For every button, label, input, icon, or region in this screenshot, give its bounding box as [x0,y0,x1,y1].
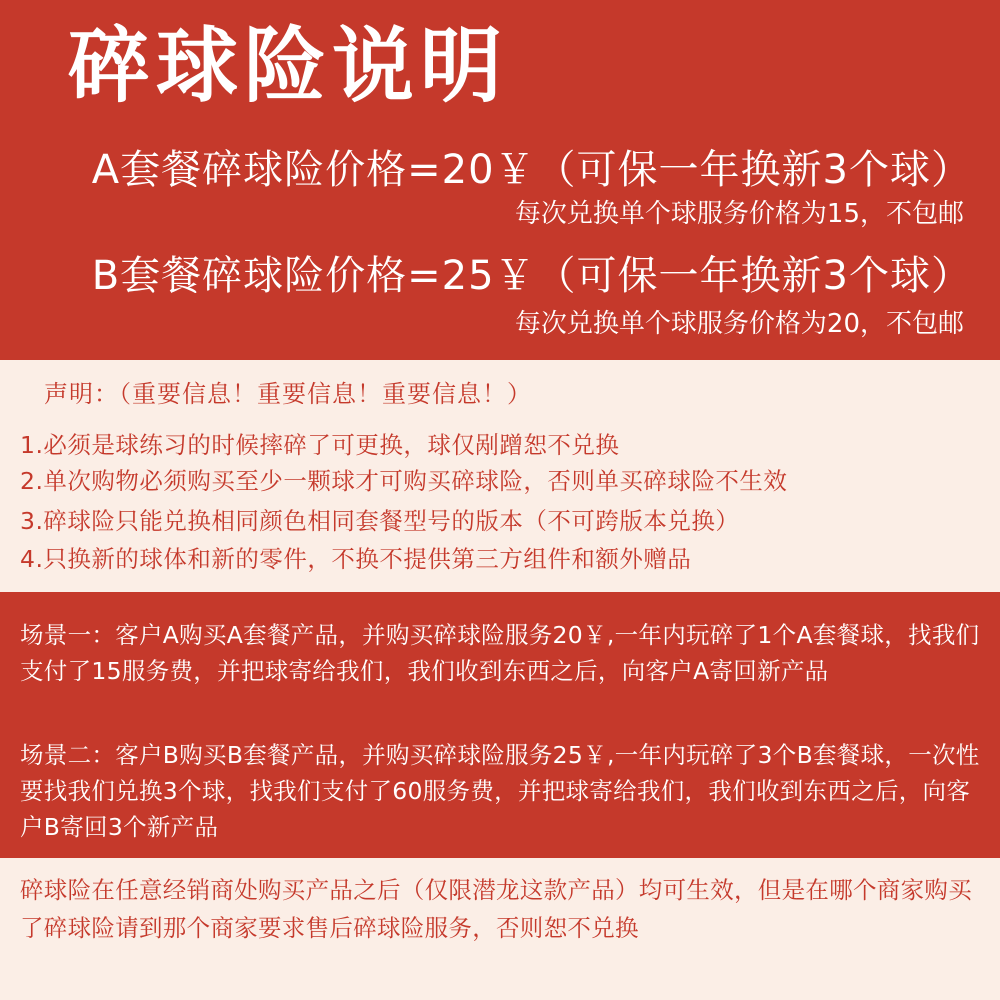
notice-heading: 声明：（重要信息！重要信息！重要信息！） [44,380,532,408]
notice-item: 2.单次购物必须购买至少一颗球才可购买碎球险，否则单买碎球险不生效 [20,467,788,495]
notice-item: 4.只换新的球体和新的零件，不换不提供第三方组件和额外赠品 [20,545,692,573]
plan-b-detail: 每次兑换单个球服务价格为20，不包邮 [514,309,964,339]
scenario-one: 场景一：客户A购买A套餐产品，并购买碎球险服务20￥,一年内玩碎了1个A套餐球，找我们支付了15服务费，并把球寄给我们，我们收到东西之后，向客户A寄回新产品 [20,621,980,685]
scenario-two: 场景二：客户B购买B套餐产品，并购买碎球险服务25￥,一年内玩碎了3个B套餐球，一次性要找我们兑换3个球，找我们支付了60服务费，并把球寄给我们，我们收到东西之后，向客户B寄回3个新产品 [20,741,980,841]
plan-a-detail: 每次兑换单个球服务价格为15，不包邮 [514,199,964,229]
page-title: 碎球险说明 [68,19,509,114]
footer-section [0,858,1000,1000]
scenarios-section [0,592,1000,858]
footer-note: 碎球险在任意经销商处购买产品之后（仅限潜龙这款产品）均可生效，但是在哪个商家购买了碎球险请到那个商家要求售后碎球险服务，否则恕不兑换 [20,876,972,942]
plan-a-price: A套餐碎球险价格=20￥（可保一年换新3个球） [91,147,972,193]
plans-section [0,0,1000,360]
notice-item: 1.必须是球练习的时候摔碎了可更换，球仅剐蹭恕不兑换 [20,431,620,459]
notice-item: 3.碎球险只能兑换相同颜色相同套餐型号的版本（不可跨版本兑换） [20,507,740,535]
plan-b-price: B套餐碎球险价格=25￥（可保一年换新3个球） [91,253,972,299]
notice-section [0,360,1000,592]
